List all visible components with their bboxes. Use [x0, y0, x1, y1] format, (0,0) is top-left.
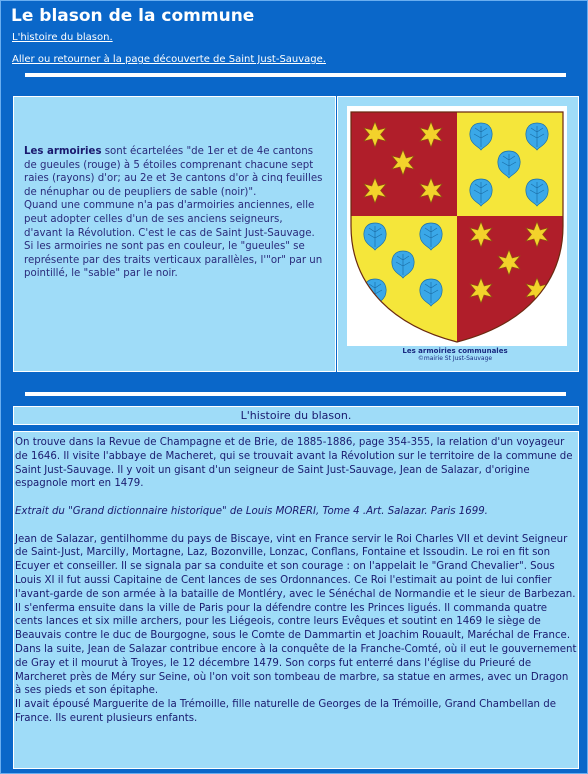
history-p3: Jean de Salazar, gentilhomme du pays de Biscaye, vint en France servir le Roi Charles VII et devint Seigneur de Saint-Just, Marcilly, Mortagne, Laz, Bozonville, Lonzac, Conflans, Fontaine et Issoudin. Le roi en fit son Ecuyer et conseiller. Il se signala par sa conduite et son courage : on l'appelait le "Grand Chevalier". Sous Louis XI il fut aussi Capitaine de Cent lances de ses Ordonnances. Ce Roi l'estimait au point de lui confier l'avant-garde de son armée à la bataille de Montléry, avec le Sénéchal de Normandie et le sieur de Barbezan. Il s'enferma ensuite dans la ville de Paris pour la défendre contre les Princes ligués. Il commanda quatre cents lances et six mille archers, pour les Liégeois, contre leurs Evêques et soutint en 1469 le siège de Beauvais contre le duc de Bourgogne, sous le Comte de Dammartin et Joachim Rouault, Maréchal de France.	[15, 533, 576, 642]
armoiries-p1: sont écartelées "de 1er et de 4e cantons de gueules (rouge) à 5 étoiles comprenant chacune sept raies (rayons) d'or; au 2e et 3e cantons d'or à cinq feuilles de nénuphar ou de peupliers de sable (noir)".	[24, 146, 323, 198]
divider-top	[25, 73, 566, 77]
image-credit: ©mairie St Just-Sauvage	[417, 355, 493, 362]
armoiries-lead: Les armoiries	[24, 146, 102, 157]
armoiries-p2: Quand une commune n'a pas d'armoiries anciennes, elle peut adopter celles d'un de ses anciens seigneurs, d'avant la Révolution. C'est le cas de Saint Just-Sauvage.	[24, 200, 315, 239]
image-caption: Les armoiries communales	[402, 347, 508, 355]
history-p1: On trouve dans la Revue de Champagne et de Brie, de 1885-1886, page 354-355, la relation d'un voyageur de 1646. Il visite l'abbaye de Macheret, qui se trouvait avant la Révolution sur le territoire de la commune de Saint Just-Sauvage. Il y voit un gisant d'un seigneur de Saint Just-Sauvage, Jean de Salazar, d'origine espagnole mort en 1479.	[15, 437, 573, 490]
history-p4: Dans la suite, Jean de Salazar contribue encore à la conquête de la Franche-Comté, où il eut le gouvernement de Gray et il mourut à Troyes, le 12 décembre 1479. Son corps fut enterré dans l'église du Prieuré de Marcheret près de Méry sur Seine, où l'on voit son tombeau de marbre, sa statue en armes, avec un Dragon à ses pieds et son épitaphe.	[15, 643, 577, 697]
link-back-discovery[interactable]: Aller ou retourner à la page découverte de Saint Just-Sauvage.	[12, 54, 326, 65]
history-heading: L'histoire du blason.	[13, 406, 579, 425]
divider-middle	[25, 392, 566, 396]
history-p5: Il avait épousé Marguerite de la Trémoille, fille naturelle de Georges de la Trémoille, Grand Chambellan de France. Ils eurent plusieurs enfants.	[15, 699, 556, 724]
page-title: Le blason de la commune	[11, 6, 255, 26]
history-p2: Extrait du "Grand dictionnaire historique" de Louis MORERI, Tome 4 .Art. Salazar. Paris 1699.	[15, 505, 488, 517]
armoiries-text	[24, 145, 324, 281]
coat-of-arms-image	[347, 106, 567, 346]
armoiries-p3: Si les armoiries ne sont pas en couleur, le "gueules" se représente par des traits verticaux parallèles, l'"or" par un pointillé, le "sable" par le noir.	[24, 241, 323, 280]
history-text	[13, 436, 577, 726]
link-history[interactable]: L'histoire du blason.	[12, 32, 113, 43]
